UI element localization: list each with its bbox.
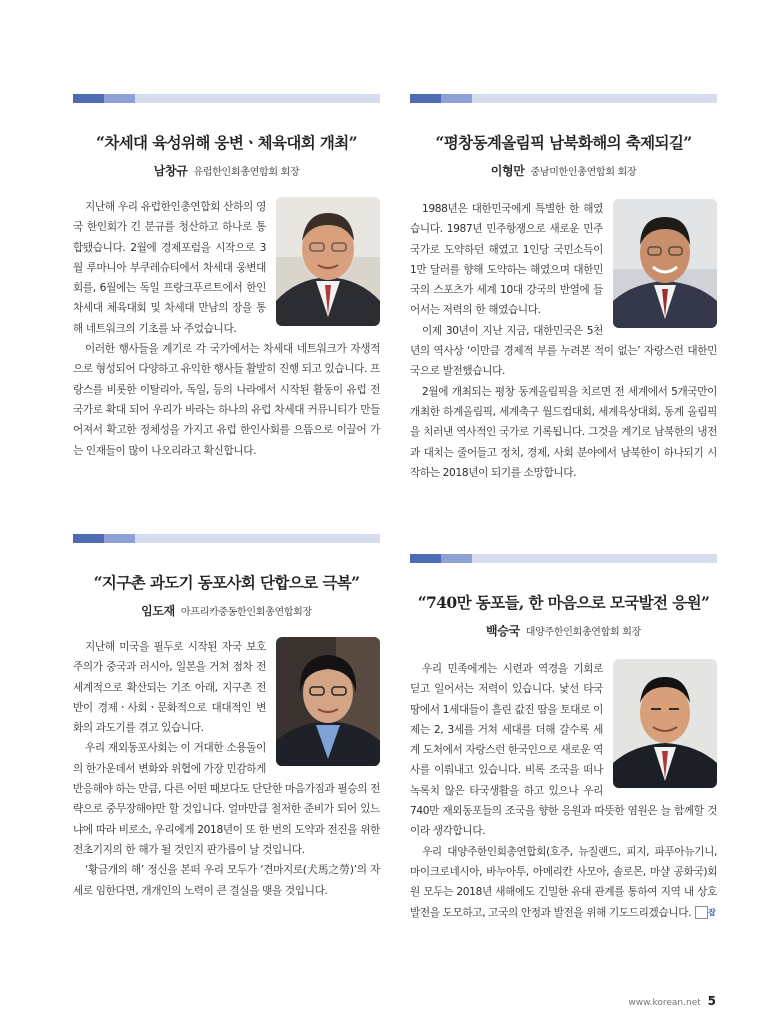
article-byline bbox=[410, 622, 717, 639]
article-title: “평창동계올림픽 남북화해의 축제되길” bbox=[435, 133, 692, 152]
article-title: “740만 동포들, 한 마음으로 모국발전 응원” bbox=[417, 593, 710, 612]
article-2 bbox=[410, 94, 717, 483]
author-name: 백승국 bbox=[486, 624, 520, 638]
article-paragraph: 이제 30년이 지난 지금, 대한민국은 5천년의 역사상 ‘이만큼 경제적 부를 누려본 적이 없는’ 자랑스런 대한민국으로 발전했습니다. bbox=[410, 324, 717, 378]
article-paragraph: 2월에 개최되는 평창 동계올림픽을 치르면 전 세계에서 5개국만이 개최한 하계올림픽, 세계축구 월드컵대회, 세계육상대회, 동계 올림픽을 치러낸 역사적인 국가로 기록됩니다. 그것을 계기로 남북한의 냉전과 대치는 줄어들고 정치, 경제, 사회 분야에서 남북한이 하나되기 시작하는 2018년이 되기를 소망합니다. bbox=[410, 385, 717, 479]
author-affiliation: 아프리카중동한인회총연합회장 bbox=[180, 607, 312, 618]
author-portrait-photo bbox=[613, 659, 717, 788]
footer-site: www.korean.net bbox=[628, 998, 701, 1008]
author-affiliation: 유럽한인회총연합회 회장 bbox=[193, 167, 300, 178]
article-body bbox=[73, 197, 380, 461]
article-byline bbox=[73, 162, 380, 179]
author-portrait-photo bbox=[276, 197, 380, 326]
author-portrait-photo bbox=[276, 637, 380, 766]
article-4 bbox=[410, 554, 717, 923]
article-paragraph: 우리 재외동포사회는 이 거대한 소용돌이의 한가운데서 변화와 위협에 가장 민감하게 반응해야 하는 만큼, 다른 어떤 때보다도 단단한 마음가짐과 필승의 전략으로 중무장해야만 할 것입니다. 얼마만큼 철저한 준비가 되어 있느냐에 따라 비로소, 우리에게 2018년이 또 한 번의 도약과 전진을 위한 전초기지의 한 해가 될 것인지 판가름이 날 것입니다. bbox=[73, 742, 380, 856]
article-paragraph bbox=[410, 842, 717, 923]
article-paragraph: ‘황금개의 해’ 정신을 본떠 우리 모두가 ‘견마지로(犬馬之勞)’의 자세로 임한다면, 개개인의 노력이 큰 결실을 맺을 것입니다. bbox=[73, 864, 380, 897]
page-number: 5 bbox=[707, 994, 716, 1008]
section-divider-bar bbox=[73, 534, 380, 543]
article-paragraph: 지난해 미국을 필두로 시작된 자국 보호주의가 중국과 러시아, 일본을 거쳐 점차 전 세계적으로 확산되는 기조 아래, 지구촌 전반이 경제ㆍ사회ㆍ문화적으로 대대적인 변화의 과도기를 겪고 있습니다. bbox=[73, 641, 266, 735]
article-body bbox=[410, 199, 717, 483]
section-divider-bar bbox=[410, 554, 717, 563]
article-title: “차세대 육성위해 웅변ㆍ체육대회 개최” bbox=[96, 133, 357, 152]
article-paragraph: 이러한 행사들을 계기로 각 국가에서는 차세대 네트워크가 자생적으로 형성되어 다양하고 유익한 행사들 활발히 진행 되고 있습니다. 프랑스를 비롯한 이탈리아, 독일, 등의 나라에서 시작된 활동이 유럽 전 국가로 확대 되어 우리가 바라는 하나의 유럽 차세대 커뮤니티가 만들어져서 확고한 정체성을 가지고 유럽 한인사회를 으뜸으로 이끌어 가는 인재들이 많이 나오리라고 확신합니다. bbox=[73, 343, 380, 457]
article-1 bbox=[73, 94, 380, 461]
section-divider-bar bbox=[73, 94, 380, 103]
article-body bbox=[410, 659, 717, 923]
article-paragraph: 지난해 우리 유럽한인총연합회 산하의 영국 한인회가 긴 분규를 청산하고 하나로 통합됐습니다. 2월에 경제포럼을 시작으로 3월 루마니아 부쿠레슈티에서 차세대 웅변대회를, 6월에는 독일 프랑크푸르트에서 한인차세대 체육대회 및 차세대 만남의 장을 통해 네트워크의 기초를 놔 주었습니다. bbox=[73, 201, 266, 335]
author-name: 임도재 bbox=[141, 604, 175, 618]
author-affiliation: 중남미한인총연합회 회장 bbox=[530, 167, 637, 178]
page-footer bbox=[628, 994, 716, 1008]
article-paragraph: 1988년은 대한민국에게 특별한 한 해였습니다. 1987년 민주항쟁으로 새로운 민주국가로 도약하던 해였고 1인당 국민소득이 1만 달러를 향해 도약하는 해였으며 대한민국의 스포츠가 세계 10대 강국의 반열에 들어서는 저력의 한 해였습니다. bbox=[410, 203, 603, 317]
article-title: “지구촌 과도기 동포사회 단합으로 극복” bbox=[93, 573, 360, 592]
article-paragraph-text: 우리 대양주한인회총연합회(호주, 뉴질랜드, 피지, 파푸아뉴기니, 마이크로네시아, 바누아투, 아메리칸 사모아, 솔로몬, 마샬 공화국)회원 모두는 2018년 새해에도 긴밀한 유대 관계를 통하여 지역 내 상호 발전을 도모하고, 고국의 안정과 발전을 위해 기도드리겠습니다. bbox=[410, 845, 717, 919]
article-paragraph: 우리 민족에게는 시련과 역경을 기회로 딛고 일어서는 저력이 있습니다. 낯선 타국 땅에서 1세대들이 흘린 값진 땀을 토대로 이제는 2, 3세를 거쳐 세대를 더해 갈수록 세계 도처에서 자랑스런 한국인으로 새로운 역사를 이뤄내고 있습니다. 비록 조국을 떠나 녹록치 않은 타국생활을 하고 있으나 우리 740만 재외동포들의 조국을 향한 응원과 따뜻한 염원은 늘 함께할 것이라 생각합니다. bbox=[410, 663, 717, 838]
author-affiliation: 대양주한인회총연합회 회장 bbox=[525, 627, 641, 638]
author-name: 이형만 bbox=[490, 164, 525, 178]
article-body bbox=[73, 637, 380, 901]
section-divider-bar bbox=[410, 94, 717, 103]
end-mark-icon: 잡 bbox=[695, 906, 708, 919]
article-byline bbox=[73, 602, 380, 619]
article-3 bbox=[73, 534, 380, 901]
author-portrait-photo bbox=[613, 199, 717, 328]
article-byline bbox=[410, 162, 717, 179]
author-name: 남창규 bbox=[153, 164, 188, 178]
